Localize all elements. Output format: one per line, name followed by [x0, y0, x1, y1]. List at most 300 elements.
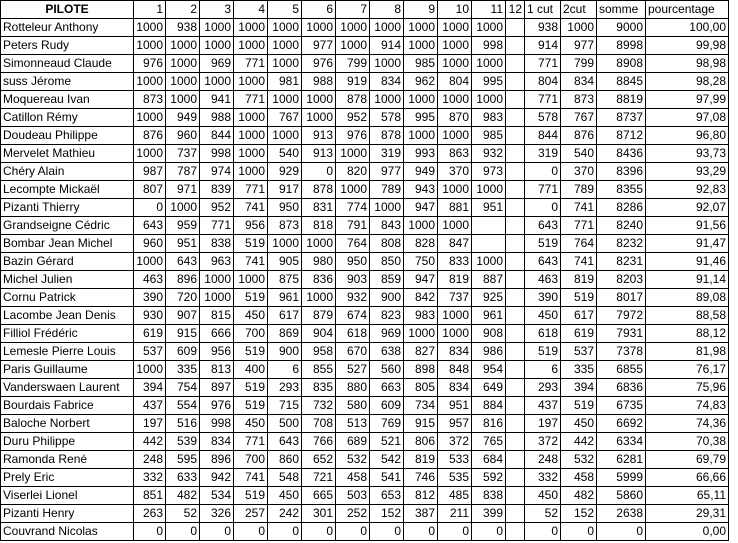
race-8-cell: 541 — [370, 469, 404, 487]
race-7-cell: 976 — [336, 127, 370, 145]
pourcentage-cell: 92,07 — [646, 199, 729, 217]
cut-1-cell: 52 — [525, 505, 561, 523]
pilot-name-cell: Vanderswaen Laurent — [1, 379, 134, 397]
race-3-cell: 988 — [200, 109, 234, 127]
race-2-cell: 1000 — [166, 73, 200, 91]
cut-2-cell: 540 — [561, 145, 597, 163]
cut-1-cell: 618 — [525, 325, 561, 343]
race-5-cell: 242 — [268, 505, 302, 523]
race-7-cell: 791 — [336, 217, 370, 235]
race-11-cell: 995 — [472, 73, 506, 91]
race-9-cell: 0 — [404, 523, 438, 541]
pourcentage-cell: 98,28 — [646, 73, 729, 91]
somme-cell: 6281 — [597, 451, 646, 469]
race-4-cell: 450 — [234, 307, 268, 325]
race-5-cell: 929 — [268, 163, 302, 181]
race-7-cell: 1000 — [336, 181, 370, 199]
race-6-cell: 835 — [302, 379, 336, 397]
cut-2-cell: 619 — [561, 325, 597, 343]
race-1-cell: 1000 — [134, 73, 166, 91]
race-2-cell: 754 — [166, 379, 200, 397]
race-3-cell: 534 — [200, 487, 234, 505]
table-row — [1, 469, 729, 487]
header-pilote: PILOTE — [1, 1, 134, 19]
pilot-name-cell: Peters Rudy — [1, 37, 134, 55]
race-8-cell: 900 — [370, 289, 404, 307]
race-11-cell: 884 — [472, 397, 506, 415]
race-7-cell: 689 — [336, 433, 370, 451]
race-7-cell: 0 — [336, 523, 370, 541]
race-9-cell: 1000 — [404, 325, 438, 343]
race-9-cell: 943 — [404, 181, 438, 199]
pilot-name-cell: Pizanti Thierry — [1, 199, 134, 217]
somme-cell: 7972 — [597, 307, 646, 325]
race-12-cell — [506, 487, 525, 505]
race-12-cell — [506, 415, 525, 433]
table-row — [1, 505, 729, 523]
pilot-name-cell: Bazin Gérard — [1, 253, 134, 271]
race-11-cell: 1000 — [472, 253, 506, 271]
race-6-cell: 818 — [302, 217, 336, 235]
race-12-cell — [506, 379, 525, 397]
race-10-cell: 533 — [438, 451, 472, 469]
table-row — [1, 163, 729, 181]
pilot-name-cell: Cornu Patrick — [1, 289, 134, 307]
race-4-cell: 741 — [234, 199, 268, 217]
table-row — [1, 199, 729, 217]
cut-2-cell: 873 — [561, 91, 597, 109]
cut-2-cell: 767 — [561, 109, 597, 127]
cut-1-cell: 332 — [525, 469, 561, 487]
race-4-cell: 1000 — [234, 145, 268, 163]
pilot-name-cell: Filliol Frédéric — [1, 325, 134, 343]
race-5-cell: 1000 — [268, 127, 302, 145]
race-9-cell: 750 — [404, 253, 438, 271]
race-7-cell: 670 — [336, 343, 370, 361]
race-12-cell — [506, 109, 525, 127]
race-4-cell: 700 — [234, 325, 268, 343]
pilot-name-cell: Bombar Jean Michel — [1, 235, 134, 253]
cut-2-cell: 537 — [561, 343, 597, 361]
pilot-name-cell: Viserlei Lionel — [1, 487, 134, 505]
cut-1-cell: 293 — [525, 379, 561, 397]
pilot-name-cell: suss Jérome — [1, 73, 134, 91]
somme-cell: 7378 — [597, 343, 646, 361]
race-10-cell: 1000 — [438, 37, 472, 55]
race-3-cell: 666 — [200, 325, 234, 343]
race-7-cell: 580 — [336, 397, 370, 415]
race-1-cell: 390 — [134, 289, 166, 307]
race-3-cell: 771 — [200, 217, 234, 235]
pourcentage-cell: 74,83 — [646, 397, 729, 415]
race-2-cell: 787 — [166, 163, 200, 181]
race-7-cell: 252 — [336, 505, 370, 523]
race-4-cell: 956 — [234, 217, 268, 235]
race-6-cell: 988 — [302, 73, 336, 91]
pourcentage-cell: 66,66 — [646, 469, 729, 487]
race-1-cell: 987 — [134, 163, 166, 181]
cut-2-cell: 370 — [561, 163, 597, 181]
pourcentage-cell: 97,08 — [646, 109, 729, 127]
race-11-cell: 932 — [472, 145, 506, 163]
race-5-cell: 875 — [268, 271, 302, 289]
cut-2-cell: 442 — [561, 433, 597, 451]
race-9-cell: 1000 — [404, 217, 438, 235]
pilot-name-cell: Rotteleur Anthony — [1, 19, 134, 37]
race-2-cell: 643 — [166, 253, 200, 271]
race-4-cell: 0 — [234, 523, 268, 541]
race-2-cell: 1000 — [166, 199, 200, 217]
race-8-cell: 578 — [370, 109, 404, 127]
race-9-cell: 947 — [404, 199, 438, 217]
race-11-cell: 649 — [472, 379, 506, 397]
race-7-cell: 903 — [336, 271, 370, 289]
race-9-cell: 983 — [404, 307, 438, 325]
cut-2-cell: 482 — [561, 487, 597, 505]
race-7-cell: 764 — [336, 235, 370, 253]
cut-2-cell: 519 — [561, 289, 597, 307]
race-7-cell: 458 — [336, 469, 370, 487]
race-12-cell — [506, 91, 525, 109]
table-row — [1, 91, 729, 109]
table-row — [1, 253, 729, 271]
race-2-cell: 609 — [166, 343, 200, 361]
race-1-cell: 643 — [134, 217, 166, 235]
race-11-cell: 961 — [472, 307, 506, 325]
race-5-cell: 643 — [268, 433, 302, 451]
race-8-cell: 560 — [370, 361, 404, 379]
race-6-cell: 831 — [302, 199, 336, 217]
race-2-cell: 0 — [166, 523, 200, 541]
race-12-cell — [506, 253, 525, 271]
table-row — [1, 181, 729, 199]
race-5-cell: 1000 — [268, 37, 302, 55]
race-5-cell: 961 — [268, 289, 302, 307]
race-7-cell: 932 — [336, 289, 370, 307]
race-1-cell: 1000 — [134, 253, 166, 271]
race-12-cell — [506, 73, 525, 91]
race-3-cell: 963 — [200, 253, 234, 271]
race-11-cell: 399 — [472, 505, 506, 523]
somme-cell: 6836 — [597, 379, 646, 397]
cut-1-cell: 643 — [525, 217, 561, 235]
race-6-cell: 0 — [302, 163, 336, 181]
race-4-cell: 771 — [234, 433, 268, 451]
race-10-cell: 833 — [438, 253, 472, 271]
race-1-cell: 976 — [134, 55, 166, 73]
race-3-cell: 998 — [200, 415, 234, 433]
race-4-cell: 771 — [234, 55, 268, 73]
somme-cell: 8203 — [597, 271, 646, 289]
race-1-cell: 442 — [134, 433, 166, 451]
race-2-cell: 720 — [166, 289, 200, 307]
table-row — [1, 523, 729, 541]
race-9-cell: 828 — [404, 235, 438, 253]
race-12-cell — [506, 505, 525, 523]
somme-cell: 8232 — [597, 235, 646, 253]
somme-cell: 6334 — [597, 433, 646, 451]
header-race-4: 4 — [234, 1, 268, 19]
race-2-cell: 737 — [166, 145, 200, 163]
race-1-cell: 960 — [134, 235, 166, 253]
cut-1-cell: 804 — [525, 73, 561, 91]
race-6-cell: 836 — [302, 271, 336, 289]
race-8-cell: 850 — [370, 253, 404, 271]
race-4-cell: 1000 — [234, 109, 268, 127]
race-4-cell: 771 — [234, 91, 268, 109]
race-5-cell: 905 — [268, 253, 302, 271]
cut-2-cell: 771 — [561, 217, 597, 235]
header-cut-1: 1 cut — [525, 1, 561, 19]
cut-1-cell: 771 — [525, 91, 561, 109]
race-4-cell: 1000 — [234, 127, 268, 145]
race-10-cell: 957 — [438, 415, 472, 433]
race-6-cell: 855 — [302, 361, 336, 379]
race-10-cell: 848 — [438, 361, 472, 379]
race-6-cell: 958 — [302, 343, 336, 361]
race-7-cell: 878 — [336, 91, 370, 109]
race-12-cell — [506, 325, 525, 343]
pourcentage-cell: 91,56 — [646, 217, 729, 235]
race-5-cell: 900 — [268, 343, 302, 361]
pourcentage-cell: 75,96 — [646, 379, 729, 397]
cut-2-cell: 819 — [561, 271, 597, 289]
somme-cell: 8998 — [597, 37, 646, 55]
pilot-name-cell: Grandseigne Cédric — [1, 217, 134, 235]
race-11-cell: 951 — [472, 199, 506, 217]
race-10-cell: 834 — [438, 343, 472, 361]
race-7-cell: 1000 — [336, 19, 370, 37]
race-8-cell: 878 — [370, 127, 404, 145]
race-1-cell: 1000 — [134, 145, 166, 163]
race-2-cell: 595 — [166, 451, 200, 469]
race-5-cell: 1000 — [268, 235, 302, 253]
race-5-cell: 0 — [268, 523, 302, 541]
race-8-cell: 834 — [370, 73, 404, 91]
cut-1-cell: 390 — [525, 289, 561, 307]
race-3-cell: 839 — [200, 181, 234, 199]
race-11-cell: 887 — [472, 271, 506, 289]
race-12-cell — [506, 217, 525, 235]
race-4-cell: 519 — [234, 289, 268, 307]
race-11-cell: 925 — [472, 289, 506, 307]
race-8-cell: 1000 — [370, 19, 404, 37]
somme-cell: 8355 — [597, 181, 646, 199]
race-7-cell: 503 — [336, 487, 370, 505]
race-5-cell: 950 — [268, 199, 302, 217]
race-9-cell: 1000 — [404, 19, 438, 37]
cut-2-cell: 458 — [561, 469, 597, 487]
race-5-cell: 715 — [268, 397, 302, 415]
race-9-cell: 915 — [404, 415, 438, 433]
race-2-cell: 951 — [166, 235, 200, 253]
race-11-cell: 973 — [472, 163, 506, 181]
race-11-cell: 1000 — [472, 91, 506, 109]
race-12-cell — [506, 271, 525, 289]
somme-cell: 6855 — [597, 361, 646, 379]
header-race-3: 3 — [200, 1, 234, 19]
race-12-cell — [506, 145, 525, 163]
race-4-cell: 741 — [234, 253, 268, 271]
header-race-1: 1 — [134, 1, 166, 19]
pilot-name-cell: Pizanti Henry — [1, 505, 134, 523]
race-5-cell: 873 — [268, 217, 302, 235]
table-row — [1, 325, 729, 343]
race-12-cell — [506, 37, 525, 55]
race-11-cell: 954 — [472, 361, 506, 379]
race-4-cell: 1000 — [234, 73, 268, 91]
race-11-cell: 998 — [472, 37, 506, 55]
race-7-cell: 1000 — [336, 145, 370, 163]
race-11-cell: 985 — [472, 127, 506, 145]
race-3-cell: 942 — [200, 469, 234, 487]
cut-2-cell: 789 — [561, 181, 597, 199]
header-row — [1, 1, 729, 19]
race-7-cell: 527 — [336, 361, 370, 379]
race-8-cell: 521 — [370, 433, 404, 451]
race-11-cell: 1000 — [472, 181, 506, 199]
race-11-cell: 765 — [472, 433, 506, 451]
race-6-cell: 878 — [302, 181, 336, 199]
cut-2-cell: 799 — [561, 55, 597, 73]
race-3-cell: 838 — [200, 235, 234, 253]
race-1-cell: 1000 — [134, 19, 166, 37]
cut-1-cell: 938 — [525, 19, 561, 37]
race-5-cell: 6 — [268, 361, 302, 379]
race-3-cell: 897 — [200, 379, 234, 397]
header-race-9: 9 — [404, 1, 438, 19]
race-8-cell: 823 — [370, 307, 404, 325]
race-9-cell: 949 — [404, 163, 438, 181]
race-5-cell: 1000 — [268, 19, 302, 37]
table-row — [1, 433, 729, 451]
table-row — [1, 397, 729, 415]
race-12-cell — [506, 289, 525, 307]
pilot-name-cell: Michel Julien — [1, 271, 134, 289]
race-1-cell: 619 — [134, 325, 166, 343]
race-12-cell — [506, 397, 525, 415]
race-1-cell: 263 — [134, 505, 166, 523]
race-4-cell: 1000 — [234, 37, 268, 55]
race-6-cell: 879 — [302, 307, 336, 325]
somme-cell: 8737 — [597, 109, 646, 127]
race-2-cell: 633 — [166, 469, 200, 487]
race-3-cell: 998 — [200, 145, 234, 163]
race-6-cell: 1000 — [302, 109, 336, 127]
somme-cell: 6735 — [597, 397, 646, 415]
cut-1-cell: 463 — [525, 271, 561, 289]
pilot-name-cell: Chéry Alain — [1, 163, 134, 181]
race-8-cell: 653 — [370, 487, 404, 505]
race-6-cell: 1000 — [302, 19, 336, 37]
race-6-cell: 732 — [302, 397, 336, 415]
race-3-cell: 969 — [200, 55, 234, 73]
pourcentage-cell: 74,36 — [646, 415, 729, 433]
cut-2-cell: 335 — [561, 361, 597, 379]
race-7-cell: 513 — [336, 415, 370, 433]
pilot-name-cell: Paris Guillaume — [1, 361, 134, 379]
pourcentage-cell: 100,00 — [646, 19, 729, 37]
cut-1-cell: 643 — [525, 253, 561, 271]
race-10-cell: 1000 — [438, 217, 472, 235]
race-7-cell: 820 — [336, 163, 370, 181]
race-3-cell: 956 — [200, 343, 234, 361]
race-10-cell: 804 — [438, 73, 472, 91]
somme-cell: 0 — [597, 523, 646, 541]
race-8-cell: 663 — [370, 379, 404, 397]
cut-2-cell: 834 — [561, 73, 597, 91]
pourcentage-cell: 99,98 — [646, 37, 729, 55]
race-3-cell: 976 — [200, 397, 234, 415]
pilot-name-cell: Lecompte Mickaël — [1, 181, 134, 199]
race-6-cell: 1000 — [302, 289, 336, 307]
race-10-cell: 535 — [438, 469, 472, 487]
race-1-cell: 807 — [134, 181, 166, 199]
race-9-cell: 806 — [404, 433, 438, 451]
race-5-cell: 450 — [268, 487, 302, 505]
cut-1-cell: 578 — [525, 109, 561, 127]
race-3-cell: 815 — [200, 307, 234, 325]
table-row — [1, 415, 729, 433]
cut-1-cell: 450 — [525, 487, 561, 505]
pilot-name-cell: Baloche Norbert — [1, 415, 134, 433]
race-2-cell: 1000 — [166, 91, 200, 109]
race-9-cell: 827 — [404, 343, 438, 361]
race-5-cell: 1000 — [268, 91, 302, 109]
race-8-cell: 1000 — [370, 55, 404, 73]
race-12-cell — [506, 307, 525, 325]
race-8-cell: 789 — [370, 181, 404, 199]
race-3-cell: 1000 — [200, 271, 234, 289]
race-4-cell: 450 — [234, 415, 268, 433]
race-11-cell: 684 — [472, 451, 506, 469]
somme-cell: 8845 — [597, 73, 646, 91]
race-11-cell: 1000 — [472, 55, 506, 73]
race-4-cell: 1000 — [234, 19, 268, 37]
table-row — [1, 361, 729, 379]
race-4-cell: 519 — [234, 397, 268, 415]
race-10-cell: 834 — [438, 379, 472, 397]
race-2-cell: 938 — [166, 19, 200, 37]
cut-2-cell: 1000 — [561, 19, 597, 37]
race-6-cell: 913 — [302, 127, 336, 145]
race-2-cell: 52 — [166, 505, 200, 523]
race-10-cell: 370 — [438, 163, 472, 181]
race-5-cell: 1000 — [268, 55, 302, 73]
table-row — [1, 271, 729, 289]
race-2-cell: 539 — [166, 433, 200, 451]
cut-2-cell: 152 — [561, 505, 597, 523]
cut-2-cell: 764 — [561, 235, 597, 253]
cut-1-cell: 248 — [525, 451, 561, 469]
pourcentage-cell: 91,14 — [646, 271, 729, 289]
race-7-cell: 532 — [336, 451, 370, 469]
table-row — [1, 379, 729, 397]
race-8-cell: 977 — [370, 163, 404, 181]
table-row — [1, 451, 729, 469]
race-1-cell: 437 — [134, 397, 166, 415]
race-11-cell: 838 — [472, 487, 506, 505]
race-9-cell: 812 — [404, 487, 438, 505]
race-5-cell: 548 — [268, 469, 302, 487]
race-2-cell: 516 — [166, 415, 200, 433]
pilot-name-cell: Prely Eric — [1, 469, 134, 487]
pourcentage-cell: 69,79 — [646, 451, 729, 469]
cut-2-cell: 519 — [561, 397, 597, 415]
race-12-cell — [506, 343, 525, 361]
header-race-10: 10 — [438, 1, 472, 19]
race-5-cell: 869 — [268, 325, 302, 343]
